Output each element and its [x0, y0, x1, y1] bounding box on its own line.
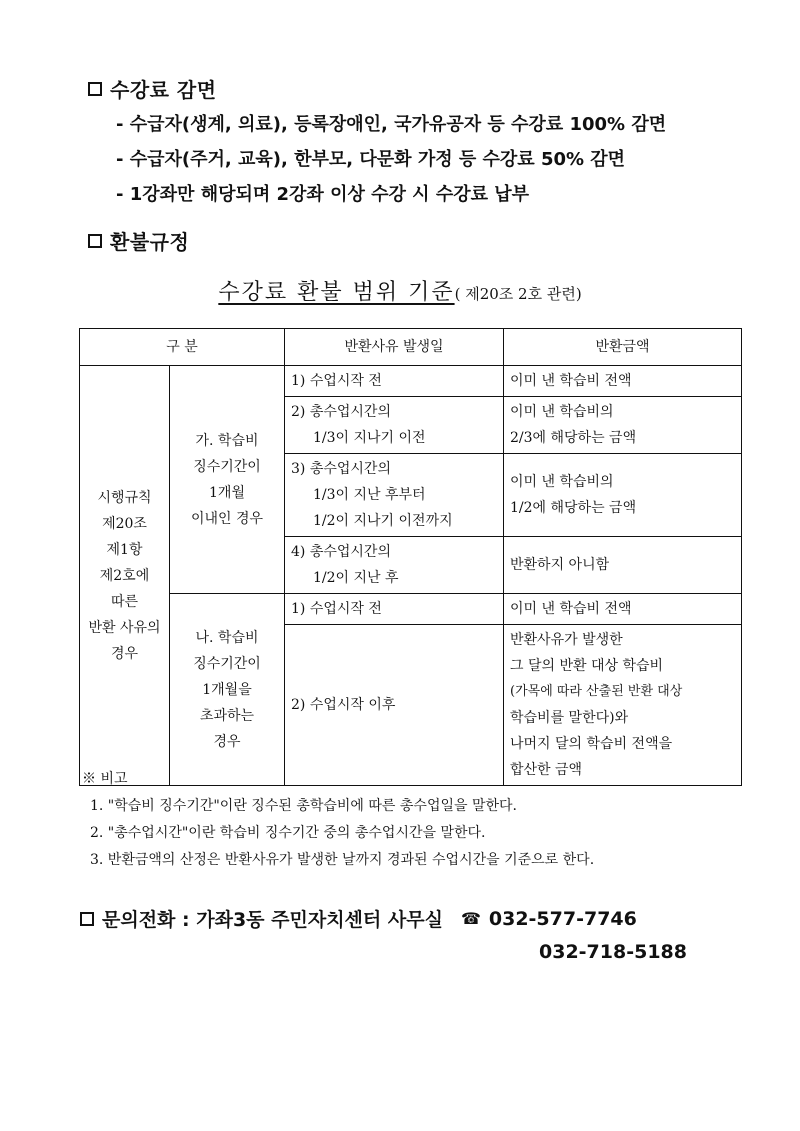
- amount-cell: [504, 537, 742, 594]
- category-line: 반환 사유의: [88, 619, 161, 636]
- amount-cell: [504, 366, 742, 397]
- note-item: 1. "학습비 징수기간"이란 징수된 총학습비에 따른 총수업일을 말한다.: [90, 798, 517, 814]
- phone-number-2[interactable]: 032-718-5188: [539, 941, 687, 963]
- when-line: 1/3이 지난 후부터: [313, 487, 426, 503]
- fee-item: - 수급자(주거, 교육), 한부모, 다문화 가정 등 수강료 50% 감면: [116, 149, 626, 170]
- amount-cell: [504, 397, 742, 454]
- when-line: 2) 수업시작 이후: [291, 697, 396, 713]
- group-a-label: [170, 366, 285, 594]
- notes-title: ※ 비고: [82, 771, 128, 787]
- notes: [82, 766, 594, 874]
- contact-line: [80, 905, 637, 932]
- group-label-line: 징수기간이: [193, 655, 261, 672]
- refund-table: [79, 328, 742, 786]
- amount-line: 이미 낸 학습비의: [510, 404, 614, 420]
- group-label-line: 징수기간이: [193, 458, 261, 475]
- when-line: 1/2이 지나기 이전까지: [313, 513, 453, 529]
- fee-reduction-title: 수강료 감면: [110, 78, 217, 102]
- amount-line: 합산한 금액: [510, 762, 583, 778]
- amount-line: 그 달의 반환 대상 학습비: [510, 658, 664, 674]
- amount-line: 이미 낸 학습비 전액: [510, 601, 632, 617]
- when-line: 1) 수업시작 전: [291, 601, 382, 617]
- table-title: [0, 275, 800, 306]
- amount-cell: [504, 454, 742, 537]
- refund-heading: [88, 226, 189, 255]
- when-line: 2) 총수업시간의: [291, 404, 391, 420]
- refund-title: 환불규정: [110, 230, 190, 254]
- group-label-line: 나. 학습비: [195, 629, 259, 646]
- amount-line: 학습비를 말한다)와: [510, 710, 629, 726]
- fee-item: - 1강좌만 해당되며 2강좌 이상 수강 시 수강료 납부: [116, 184, 530, 205]
- amount-line: 반환사유가 발생한: [510, 632, 623, 648]
- category-line: 경우: [110, 645, 139, 662]
- phone-number-1[interactable]: 032-577-7746: [488, 907, 637, 930]
- when-line: 1/3이 지나기 이전: [313, 430, 426, 446]
- category-cell: [80, 366, 170, 786]
- fee-item: - 수급자(생계, 의료), 등록장애인, 국가유공자 등 수강료 100% 감면: [116, 114, 667, 135]
- amount-line: 1/2에 해당하는 금액: [510, 500, 637, 516]
- table-header-row: [80, 329, 742, 366]
- checkbox-icon: [88, 234, 102, 248]
- amount-line: 나머지 달의 학습비 전액을: [510, 736, 673, 752]
- checkbox-icon: [80, 912, 94, 926]
- fee-reduction-heading: [88, 74, 217, 103]
- note-item: 3. 반환금액의 산정은 반환사유가 발생한 날까지 경과된 수업시간을 기준으로 한다.: [90, 852, 595, 868]
- table-row: [80, 366, 742, 397]
- group-label-line: 1개월을: [202, 681, 252, 698]
- when-line: 1/2이 지난 후: [313, 570, 399, 586]
- category-line: 시행규칙: [97, 489, 152, 506]
- checkbox-icon: [88, 82, 102, 96]
- table-title-note: ( 제20조 2호 관련): [454, 285, 582, 303]
- when-cell: [285, 397, 504, 454]
- group-label-line: 이내인 경우: [190, 510, 264, 527]
- amount-line: 이미 낸 학습비 전액: [510, 373, 632, 389]
- when-cell: [285, 366, 504, 397]
- header-category: 구 분: [80, 329, 285, 366]
- amount-line: 반환하지 아니함: [510, 557, 610, 573]
- when-line: 1) 수업시작 전: [291, 373, 382, 389]
- table-title-main: 수강료 환불 범위 기준: [218, 280, 455, 305]
- amount-cell: [504, 594, 742, 625]
- group-label-line: 가. 학습비: [195, 432, 259, 449]
- group-label-line: 초과하는: [199, 707, 255, 724]
- phone-icon: ☎: [460, 909, 481, 928]
- header-when: 반환사유 발생일: [285, 329, 504, 366]
- category-line: 따른: [110, 593, 139, 610]
- amount-cell: [504, 625, 742, 786]
- group-b-label: [170, 594, 285, 786]
- category-line: 제1항: [106, 541, 143, 558]
- header-amount: 반환금액: [504, 329, 742, 366]
- category-line: 제20조: [102, 515, 147, 532]
- when-cell: [285, 594, 504, 625]
- table-row: [80, 594, 742, 625]
- when-cell: [285, 537, 504, 594]
- when-line: 4) 총수업시간의: [291, 544, 391, 560]
- group-label-line: 1개월: [209, 484, 245, 501]
- group-label-line: 경우: [213, 733, 241, 750]
- category-line: 제2호에: [99, 567, 150, 584]
- when-cell: [285, 454, 504, 537]
- when-cell: [285, 625, 504, 786]
- contact-label: 문의전화 : 가좌3동 주민자치센터 사무실: [102, 909, 443, 931]
- when-line: 3) 총수업시간의: [291, 461, 391, 477]
- note-item: 2. "총수업시간"이란 학습비 징수기간 중의 총수업시간을 말한다.: [90, 825, 486, 841]
- amount-line: 이미 낸 학습비의: [510, 474, 614, 490]
- amount-line: (가목에 따라 산출된 반환 대상: [510, 684, 683, 699]
- amount-line: 2/3에 해당하는 금액: [510, 430, 637, 446]
